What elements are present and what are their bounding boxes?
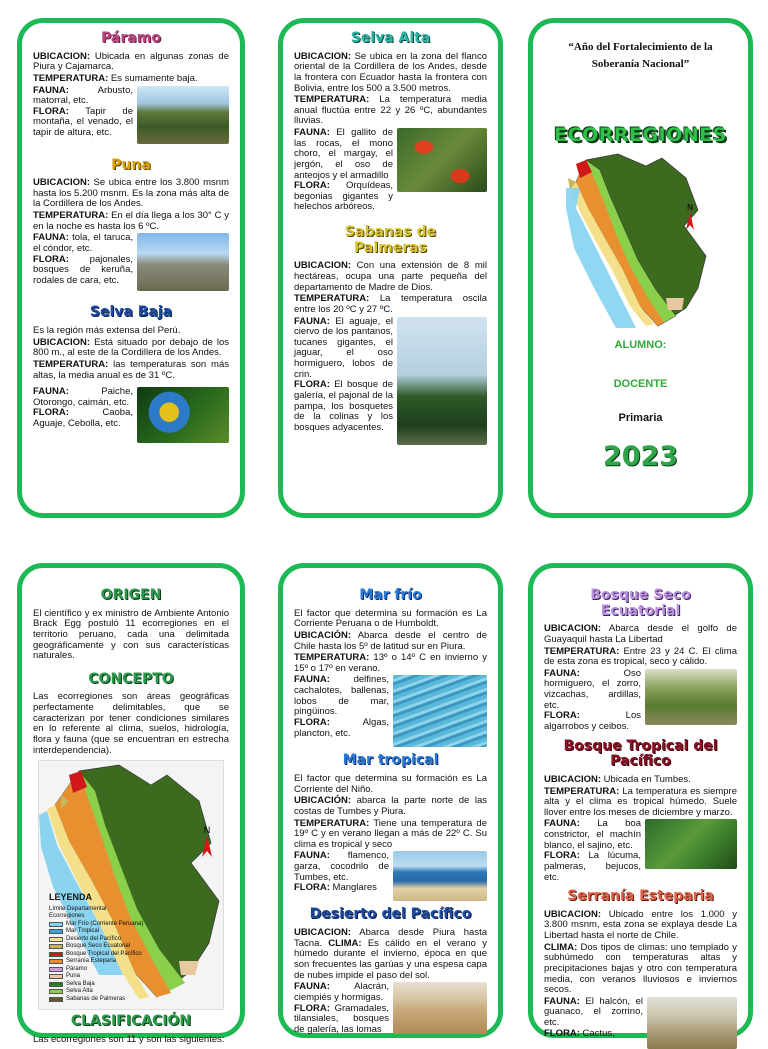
legend-swatch (49, 997, 63, 1002)
paramo-flora: FLORA: Tapir de montaña, el venado, el tapir de altura, etc. (33, 105, 133, 139)
sabanas-flora: FLORA: El bosque de galería, el pajonal de la pampa, los bosquetes de la colinas y los bosques adyacentes. (294, 379, 393, 433)
legend-item (49, 921, 143, 929)
serrania-flora: FLORA: Cactus, (544, 1027, 615, 1039)
selva-alta-fauna: FAUNA: El gallito de las rocas, el mono choro, el margay, el jergón, el oso de anteojos y el armadillo (294, 127, 393, 181)
legend-item-label: Bosque Tropical del Pacífico (66, 950, 142, 957)
paramo-photo (137, 86, 229, 144)
concepto-text: Las ecorregiones son áreas geográficas perfectamente delimitables, que se caracterizan por tener condiciones similares en lo referente al clima, suelos, hidrología, flora y fauna (que se encuentran en estrecha interdependencia). (33, 691, 229, 756)
alumno-label: ALUMNO: (614, 339, 667, 352)
selva-baja-ubicacion: UBICACION: Está situado por debajo de los 800 m., al este de la Cordillera de los Andes. (33, 336, 229, 359)
legend-item (49, 936, 143, 944)
bosque-seco-fauna: FAUNA: Oso hormiguero, el zorro, vizcachas, ardillas, etc. (544, 667, 641, 711)
heading-concepto: CONCEPTO (88, 670, 174, 687)
legend-item (49, 928, 143, 936)
sabanas-fauna: FAUNA: El aguaje, el ciervo de los pantanos, tucanes gigantes, el jaguar, el oso hormiguero, lobos de crin. (294, 315, 393, 380)
legend-item (49, 958, 143, 966)
heading-selva-alta: Selva Alta (350, 30, 431, 46)
bosque-tropical-flora: FLORA: La lúcuma, palmeras, bejucos, etc. (544, 850, 641, 883)
bosque-tropical-photo (645, 819, 737, 869)
north-label-2: N (203, 825, 211, 836)
mar-tropical-fauna: FAUNA: flamenco, garza, cocodrilo de Tumbes, etc. (294, 850, 389, 883)
legend-swatch (49, 937, 63, 942)
legend-swatch (49, 952, 63, 957)
mar-frio-flora: FLORA: Algas, plancton, etc. (294, 716, 389, 739)
desierto-fauna: FAUNA: Alacrán, ciempiés y hormigas. (294, 981, 389, 1003)
cover-year: 2023 (602, 441, 679, 473)
legend-swatch (49, 922, 63, 927)
mar-tropical-photo (393, 851, 487, 901)
peru-map (566, 148, 716, 333)
bosque-seco-ubicacion: UBICACION: Abarca desde el golfo de Guayaquil hasta La Libertad (544, 623, 737, 645)
desierto-flora: FLORA: Gramadales, tilansiales, bosques de galería, las lomas (294, 1002, 389, 1035)
selva-baja-photo (137, 387, 229, 443)
serrania-photo (647, 997, 737, 1049)
legend-item-label: Mar Frío (Corriente Peruana) (66, 920, 144, 927)
selva-alta-ubicacion: UBICACION: Se ubica en la zona del flanco oriental de la Cordillera de los Andes, desde la frontera con Ecuador hasta la frontera con Bolivia, entre los 500 a 3.500 metros. (294, 50, 487, 94)
mar-tropical-intro: El factor que determina su formación es La Corriente del Niño. (294, 773, 487, 795)
sabanas-photo (397, 317, 487, 445)
bosque-tropical-temperatura: TEMPERATURA: La temperatura es siempre alta y el clima es tropical húmedo. Suele llover entre los meses de diciembre y marzo. (544, 785, 737, 818)
north-label: N (686, 203, 693, 213)
legend-swatch (49, 944, 63, 949)
panel-cover (528, 18, 753, 518)
bosque-seco-temperatura: TEMPERATURA: Entre 23 y 24 C. El clima de esta zona es tropical, seco y cálido. (544, 645, 737, 668)
desierto-ubicacion: UBICACION: Abarca desde Piura hasta Tacna. CLIMA: Es cálido en el verano y húmedo durante el invierno, época en que son frecuentes las garúas y una espesa capa de nubes impide el paso del sol. (294, 927, 487, 981)
heading-sabanas: Sabanas de Palmeras (344, 224, 437, 256)
legend-item (49, 996, 143, 1004)
heading-selva-baja: Selva Baja (89, 304, 173, 321)
legend-swatch (49, 989, 63, 994)
bosque-seco-flora: FLORA: Los algarrobos y ceibos. (544, 710, 641, 732)
docente-label: DOCENTE (613, 377, 668, 390)
heading-bosque-seco: Bosque Seco Ecuatorial (590, 587, 691, 619)
bosque-tropical-fauna: FAUNA: La boa constrictor, el machín blanco, el sajino, etc. (544, 818, 641, 851)
heading-origen: ORIGEN (100, 587, 162, 603)
mar-tropical-flora: FLORA: Manglares (294, 882, 377, 894)
legend-swatch (49, 929, 63, 934)
legend-swatch (49, 967, 63, 972)
selva-alta-photo (397, 128, 487, 192)
heading-clasificacion: CLASIFICACIÓN (70, 1013, 192, 1030)
legend-item-label: Páramo (66, 965, 88, 972)
legend-items (49, 921, 143, 1004)
mar-tropical-temperatura: TEMPERATURA: Tiene una temperatura de 19º C y en verano llegan a más de 22º C. Su clima es tropical y seco (294, 817, 487, 850)
serrania-clima: CLIMA: Dos tipos de climas: uno templado y subhúmedo con temperaturas altas y precipitaciones bajas y otro con temperatura media, con veranos lluviosos e inviernos secos. (544, 941, 737, 996)
legend-item (49, 951, 143, 959)
heading-desierto: Desierto del Pacífico (309, 906, 472, 923)
sabanas-ubicacion: UBICACION: Con una extensión de 8 mil hectáreas, ocupa una parte pequeña del departamento de Madre de Dios. (294, 260, 487, 293)
legend-item-label: Selva Baja (66, 980, 95, 987)
legend-item-label: Desierto del Pacífico (66, 935, 122, 942)
paramo-temperatura: TEMPERATURA: Es sumamente baja. (33, 72, 198, 84)
panel-bosques-serrania (528, 563, 753, 1038)
legend-item (49, 943, 143, 951)
puna-ubicacion: UBICACION: Se ubica entre los 3.800 msnm hasta los 5.200 msnm. Es la zona más alta de la Cordillera de los Andes. (33, 177, 229, 210)
desierto-photo (393, 982, 487, 1034)
legend-item (49, 981, 143, 989)
puna-photo (137, 233, 229, 291)
legend-item-label: Mar Tropical (66, 928, 100, 935)
heading-bosque-tropical: Bosque Tropical del Pacífico (563, 737, 718, 770)
primaria-label: Primaria (618, 411, 663, 424)
selva-baja-fauna: FAUNA: Paiche, Otorongo, caimán, etc. (33, 386, 133, 408)
legend-item-label: Selva Alta (66, 988, 93, 995)
legend-title: LEYENDA (49, 892, 93, 903)
puna-flora: FLORA: pajonales, bosques de keruña, rodales de cara, etc. (33, 253, 133, 286)
legend-item-label: Sabanas de Palmeras (66, 995, 126, 1002)
serrania-fauna: FAUNA: El halcón, el guanaco, el zorrino, etc. (544, 995, 643, 1029)
heading-mar-frio: Mar frío (359, 587, 422, 603)
panel-selva-alta-sabanas (278, 18, 503, 518)
mar-tropical-ubicacion: UBICACIÓN: abarca la parte norte de las costas de Tumbes y Piura. (294, 795, 487, 817)
ecoregion-map-with-legend (38, 760, 224, 1010)
selva-baja-flora: FLORA: Caoba, Aguaje, Cebolla, etc. (33, 407, 133, 430)
heading-puna: Puna (111, 156, 151, 173)
paramo-fauna: FAUNA: Arbusto, matorral, etc. (33, 84, 133, 107)
legend-limit: Límite Departamental (49, 905, 107, 912)
serrania-ubicacion: UBICACION: Ubicado entre los 1.000 y 3.800 msnm, esta zona se explaya desde La Libertad hasta el norte de Chile. (544, 908, 737, 942)
legend-item-label: Puna (66, 973, 81, 980)
legend-swatch (49, 959, 63, 964)
selva-alta-flora: FLORA: Orquídeas, begonias gigantes y helechos arbóreos. (294, 180, 393, 213)
panel-origen-concepto (17, 563, 245, 1045)
panel-paramo-puna-selva-baja (17, 18, 245, 518)
selva-alta-temperatura: TEMPERATURA: La temperatura media anual fluctúa entre 22 y 26 ºC, abundantes lluvias. (294, 94, 487, 127)
legend-swatch (49, 982, 63, 987)
mar-frio-photo (393, 675, 487, 747)
year-motto: “Año del Fortalecimiento de la Soberanía Nacional” (568, 41, 713, 71)
heading-mar-tropical: Mar tropical (342, 752, 439, 769)
panel-mar-desierto (278, 563, 503, 1038)
paramo-ubicacion: UBICACION: Ubicada en algunas zonas de Piura y Cajamarca. (33, 50, 229, 73)
legend-subtitle: Ecorregiones (49, 913, 85, 920)
legend-item (49, 973, 143, 981)
legend-item-label: Bosque Seco Ecuatorial (66, 943, 131, 950)
selva-baja-temperatura: TEMPERATURA: las temperaturas son más altas, la media anual es de 31 ºC. (33, 358, 229, 381)
selva-baja-intro: Es la región más extensa del Perú. (33, 325, 181, 337)
heading-serrania: Serranía Esteparia (567, 888, 714, 905)
heading-paramo: Páramo (101, 30, 161, 46)
puna-fauna: FAUNA: tola, el taruca, el cóndor, etc. (33, 232, 133, 254)
puna-temperatura: TEMPERATURA: En el día llega a los 30° C y en la noche es hasta los 6 ºC. (33, 210, 229, 232)
mar-frio-intro: El factor que determina su formación es La Corriente Peruana o de Humboldt. (294, 607, 487, 630)
origen-text: El científico y ex ministro de Ambiente Antonio Brack Egg postuló 11 ecorregiones en el territorio peruano, cada una delimitada geográficamente y con sus características naturales. (33, 607, 229, 662)
mar-frio-temperatura: TEMPERATURA: 13º o 14º C en invierno y 15º o 17º en verano. (294, 652, 487, 674)
legend-item (49, 988, 143, 996)
mar-frio-ubicacion: UBICACIÓN: Abarca desde el centro de Chile hasta los 5º de latitud sur en Piura. (294, 629, 487, 652)
clasificacion-text: Las ecorregiones son 11 y son las siguientes: (33, 1033, 225, 1045)
map-legend (49, 892, 143, 1003)
legend-item (49, 966, 143, 974)
bosque-seco-photo (645, 669, 737, 725)
bosque-tropical-ubicacion: UBICACION: Ubicada en Tumbes. (544, 773, 691, 785)
legend-swatch (49, 974, 63, 979)
mar-frio-fauna: FAUNA: delfines, cachalotes, ballenas, lobos de mar, pingüinos. (294, 674, 389, 718)
sabanas-temperatura: TEMPERATURA: La temperatura oscila entre los 20 ºC y 27 ºC. (294, 293, 487, 315)
cover-title: ECORREGIONES (554, 124, 727, 147)
legend-item-label: Serranía Esteparia (66, 958, 117, 965)
